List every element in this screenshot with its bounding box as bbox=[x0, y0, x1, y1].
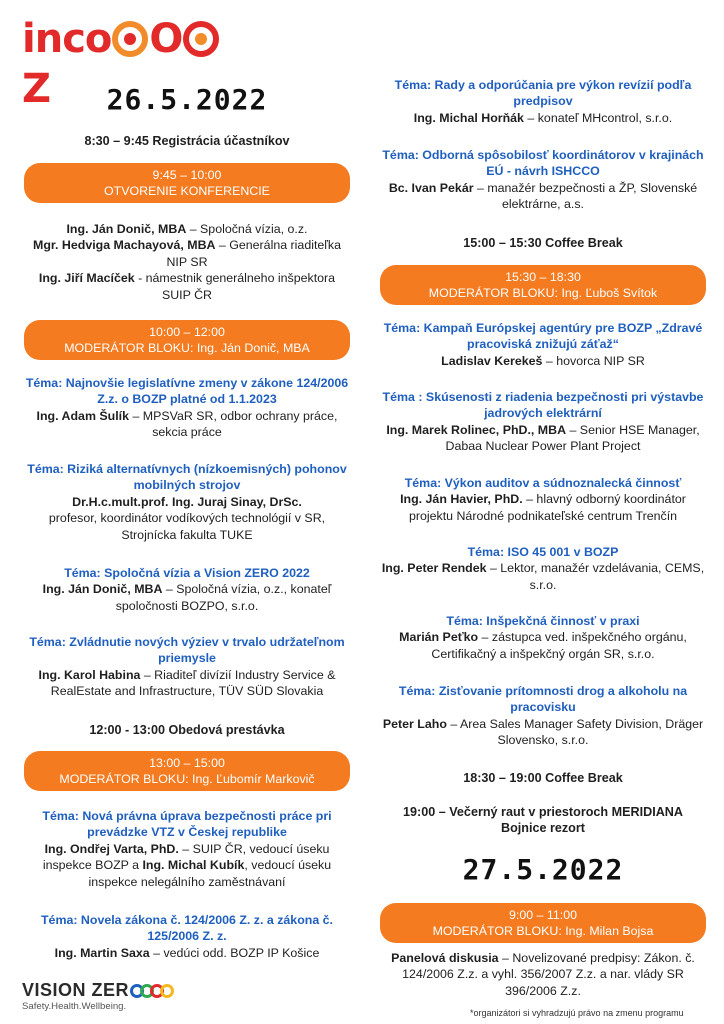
topic-item: Téma: Novela zákona č. 124/2006 Z. z. a zákona č. 125/2006 Z. z. Ing. Martin Saxa – vedúci odd. BOZP IP Košice bbox=[24, 912, 350, 961]
topic-item: Téma: Spoločná vízia a Vision ZERO 2022 Ing. Ján Donič, MBA – Spoločná vízia, o.z., konateľ spoločnosti BOZPO, s.r.o. bbox=[24, 565, 350, 614]
topic-item: Téma: Inšpekčná činnosť v praxi Marián Peťko – zástupca ved. inšpekčného orgánu, Certifikačný a inšpekčný orgán SR, s.r.o. bbox=[380, 613, 706, 662]
topic-item: Téma: Rady a odporúčania pre výkon revízií podľa predpisov Ing. Michal Horňák – konateľ MHcontrol, s.r.o. bbox=[380, 77, 706, 126]
logo-orb-icon bbox=[183, 21, 219, 57]
topic-title: Téma: Zisťovanie prítomnosti drog a alkoholu na pracovisku bbox=[398, 684, 688, 715]
block3-time: 15:30 – 18:30 bbox=[505, 270, 581, 284]
opening-time: 9:45 – 10:00 bbox=[152, 168, 222, 182]
block1-title: MODERÁTOR BLOKU: Ing. Ján Donič, MBA bbox=[64, 341, 310, 355]
speaker-role: profesor, koordinátor vodíkových technológií v SR, Strojnícka fakulta TUKE bbox=[48, 511, 326, 542]
topic-item: Téma: Výkon auditov a súdnoznalecká činnosť Ing. Ján Havier, PhD. – hlavný odborný koordinátor projektu Národné podnikateľské centrum Trenčín bbox=[380, 475, 706, 524]
topic-item: Téma: Odborná spôsobilosť koordinátorov v krajinách EÚ - návrh ISHCCO Bc. Ivan Pekár – manažér bezpečnosti a ŽP, Slovenské elektrárne, a.s. bbox=[380, 147, 706, 213]
topic-title: Téma: Novela zákona č. 124/2006 Z. z. a zákona č. 125/2006 Z. z. bbox=[40, 913, 333, 944]
topic-title: Téma: Kampaň Európskej agentúry pre BOZP „Zdravé pracoviská znižujú záťaž“ bbox=[383, 321, 703, 352]
block4-banner bbox=[380, 903, 706, 943]
topic-title: Téma : Skúsenosti z riadenia bezpečnosti pri výstavbe jadrových elektrární bbox=[382, 390, 704, 421]
block3-title: MODERÁTOR BLOKU: Ing. Ľuboš Svítok bbox=[428, 286, 658, 300]
block1-time: 10:00 – 12:00 bbox=[149, 325, 225, 339]
topic-item: Téma: Nová právna úprava bezpečnosti práce pri prevádzke VTZ v Českej republike Ing. Ondřej Varta, PhD. – SUIP ČR, vedoucí úseku inspekce BOZP a Ing. Michal Kubík, vedoucí úseku inspekce nelegálního zaměstnávaní bbox=[24, 808, 350, 890]
topic-title: Téma: Inšpekčná činnosť v praxi bbox=[446, 614, 640, 628]
opening-banner bbox=[24, 163, 350, 203]
logo-orb-icon bbox=[112, 21, 148, 57]
topic-item: Téma: Zvládnutie nových výziev v trvalo udržateľnom priemysle Ing. Karol Habina – Riaditeľ divízií Industry Service & RealEstate and Infrastructure, TÜV SÜD Slovakia bbox=[24, 634, 350, 700]
coffee-break-2: 18:30 – 19:00 Coffee Break bbox=[463, 771, 623, 785]
block4-title: MODERÁTOR BLOKU: Ing. Milan Bojsa bbox=[432, 924, 654, 938]
incoboz-logo: inco OZ bbox=[22, 14, 222, 64]
speaker-line: Mgr. Hedviga Machayová, MBA – Generálna riaditeľka NIP SR bbox=[33, 238, 341, 269]
topic-item: Téma: Zisťovanie prítomnosti drog a alkoholu na pracovisku Peter Laho – Area Sales Manager Safety Division, Dräger Slovensko, s.r.o. bbox=[380, 683, 706, 749]
day1-date: 26.5.2022 bbox=[106, 83, 268, 116]
opening-title: OTVORENIE KONFERENCIE bbox=[104, 184, 270, 198]
program-change-note: *organizátori si vyhradzujú právo na zmenu programu bbox=[470, 1008, 684, 1018]
block2-time: 13:00 – 15:00 bbox=[149, 756, 225, 770]
vision-zero-logo: VISION ZER Safety.Health.Wellbeing. bbox=[22, 980, 192, 1016]
topic-title: Téma: Rady a odporúčania pre výkon revízií podľa predpisov bbox=[394, 78, 692, 109]
block3-banner bbox=[380, 265, 706, 305]
topic-item: Téma: Najnovšie legislatívne zmeny v zákone 124/2006 Z.z. o BOZP platné od 1.1.2023 Ing. Adam Šulík – MPSVaR SR, odbor ochrany práce, sekcia práce bbox=[25, 376, 349, 440]
panel-discussion: Panelová diskusia – Novelizované predpisy: Zákon. č. 124/2006 Z.z. a vyhl. 356/2007 Z.z. a nar. vlády SR 396/2006 Z.z. bbox=[391, 951, 695, 998]
evening-reception: 19:00 – Večerný raut v priestoroch MERIDIANA Bojnice rezort bbox=[403, 805, 683, 836]
block4-time: 9:00 – 11:00 bbox=[509, 908, 577, 922]
topic-title: Téma: Nová právna úprava bezpečnosti práce pri prevádzke VTZ v Českej republike bbox=[42, 809, 332, 840]
topic-item: Téma: ISO 45 001 v BOZP Ing. Peter Rendek – Lektor, manažér vzdelávania, CEMS, s.r.o. bbox=[381, 545, 705, 592]
speaker-line: Ing. Jiří Macíček - námestnik generálneho inšpektora SUIP ČR bbox=[38, 271, 336, 302]
coffee-break-1: 15:00 – 15:30 Coffee Break bbox=[463, 236, 623, 250]
topic-item: Téma : Skúsenosti z riadenia bezpečnosti pri výstavbe jadrových elektrární Ing. Marek Rolinec, PhD., MBA – Senior HSE Manager, Dabaa Nuclear Power Plant Project bbox=[380, 389, 706, 455]
topic-title: Téma: Najnovšie legislatívne zmeny v zákone 124/2006 Z.z. o BOZP platné od 1.1.2023 bbox=[25, 376, 349, 407]
topic-title: Téma: Spoločná vízia a Vision ZERO 2022 bbox=[64, 566, 310, 580]
block1-banner bbox=[24, 320, 350, 360]
topic-title: Téma: Odborná spôsobilosť koordinátorov v krajinách EÚ - návrh ISHCCO bbox=[382, 148, 704, 179]
topic-title: Téma: Výkon auditov a súdnoznalecká činnosť bbox=[404, 476, 682, 490]
registration: 8:30 – 9:45 Registrácia účastníkov bbox=[84, 134, 290, 148]
block2-title: MODERÁTOR BLOKU: Ing. Ľubomír Markovič bbox=[59, 772, 315, 786]
day2-date: 27.5.2022 bbox=[462, 853, 624, 886]
speaker-line: Ing. Ján Donič, MBA – Spoločná vízia, o.z. bbox=[66, 222, 308, 236]
topic-title: Téma: Zvládnutie nových výziev v trvalo udržateľnom priemysle bbox=[29, 635, 345, 666]
opening-speakers bbox=[24, 221, 350, 303]
block2-banner bbox=[24, 751, 350, 791]
vision-zero-tagline: Safety.Health.Wellbeing. bbox=[22, 1001, 127, 1012]
lunch-break: 12:00 - 13:00 Obedová prestávka bbox=[89, 723, 285, 737]
speaker-name: Dr.H.c.mult.prof. Ing. Juraj Sinay, DrSc. bbox=[72, 494, 302, 509]
topic-item: Téma: Kampaň Európskej agentúry pre BOZP „Zdravé pracoviská znižujú záťaž“ Ladislav Kerekeš – hovorca NIP SR bbox=[380, 320, 706, 369]
topic-item bbox=[24, 461, 350, 543]
topic-title: Téma: Riziká alternatívnych (nízkoemisných) pohonov mobilných strojov bbox=[27, 462, 347, 493]
topic-title: Téma: ISO 45 001 v BOZP bbox=[467, 545, 619, 559]
vision-zero-rings-icon bbox=[129, 982, 174, 1003]
